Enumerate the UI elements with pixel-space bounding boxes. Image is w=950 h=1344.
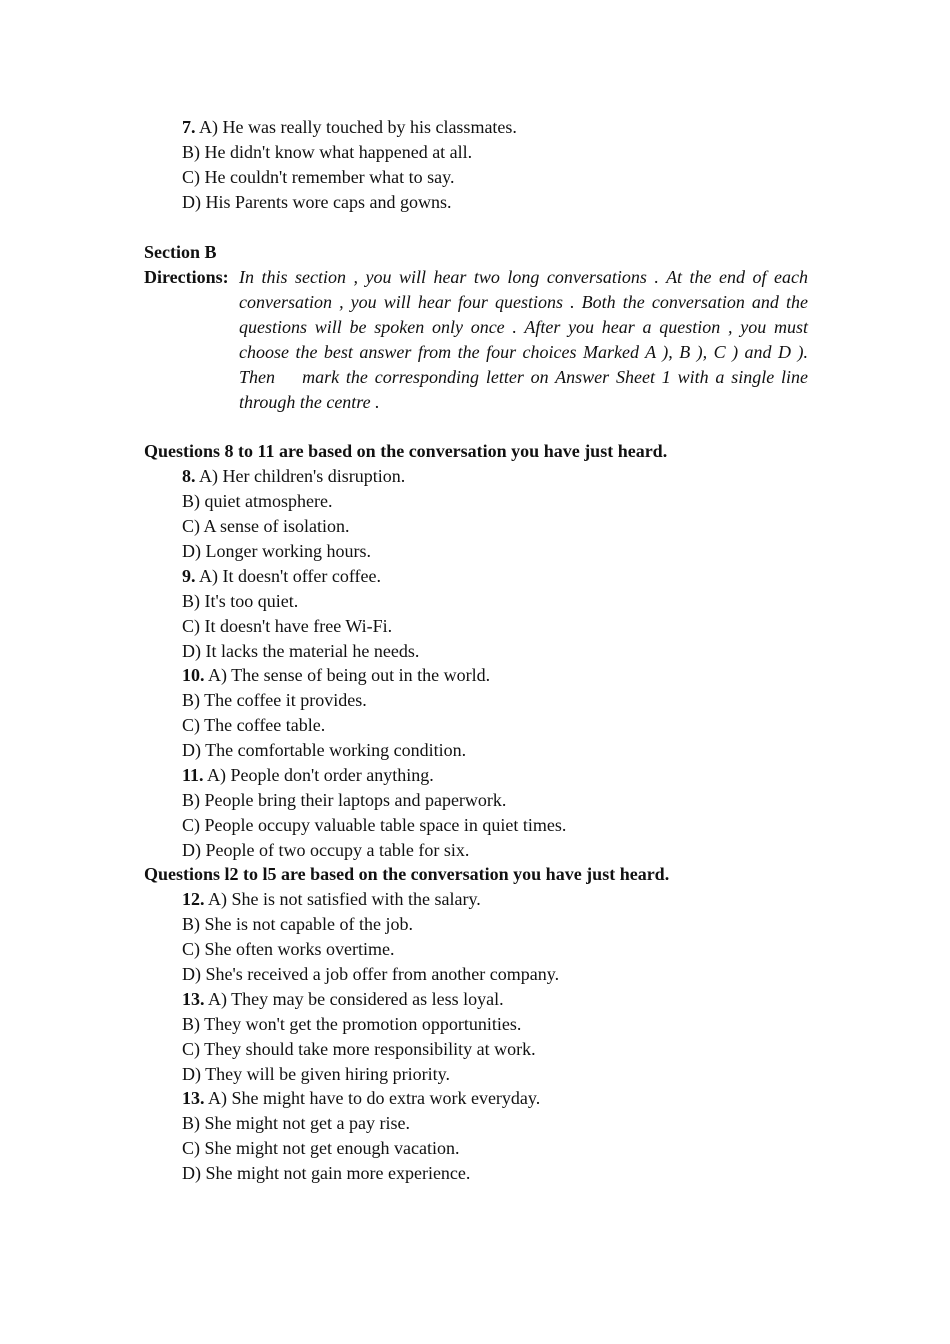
group-2-heading: Questions l2 to l5 are based on the conversation you have just heard. bbox=[144, 864, 670, 884]
question-11-option-d: D) People of two occupy a table for six. bbox=[182, 840, 470, 860]
question-11-option-c: C) People occupy valuable table space in quiet times. bbox=[182, 815, 567, 835]
question-14-option-d: D) She might not gain more experience. bbox=[182, 1163, 471, 1183]
directions-label: Directions: bbox=[144, 267, 229, 287]
question-10-option-a: 10. A) The sense of being out in the world. bbox=[182, 665, 491, 685]
question-8-option-d: D) Longer working hours. bbox=[182, 541, 371, 561]
question-number: 11. bbox=[182, 765, 204, 785]
question-8-option-b: B) quiet atmosphere. bbox=[182, 491, 333, 511]
question-number: 13. bbox=[182, 1088, 205, 1108]
group-1-heading: Questions 8 to 11 are based on the conversation you have just heard. bbox=[144, 441, 668, 461]
question-10-option-d: D) The comfortable working condition. bbox=[182, 740, 467, 760]
question-number: 8. bbox=[182, 466, 196, 486]
question-number: 9. bbox=[182, 566, 196, 586]
question-8-option-a: 8. A) Her children's disruption. bbox=[182, 466, 406, 486]
question-13-option-a: 13. A) They may be considered as less loyal. bbox=[182, 989, 504, 1009]
question-11-option-b: B) People bring their laptops and paperwork. bbox=[182, 790, 507, 810]
question-number: 13. bbox=[182, 989, 205, 1009]
question-number: 12. bbox=[182, 889, 205, 909]
question-13-option-b: B) They won't get the promotion opportunities. bbox=[182, 1014, 522, 1034]
question-12-option-d: D) She's received a job offer from another company. bbox=[182, 964, 560, 984]
question-13-option-c: C) They should take more responsibility at work. bbox=[182, 1039, 536, 1059]
question-12-option-a: 12. A) She is not satisfied with the salary. bbox=[182, 889, 481, 909]
question-12-option-c: C) She often works overtime. bbox=[182, 939, 395, 959]
question-7-option-b: B) He didn't know what happened at all. bbox=[182, 142, 473, 162]
question-number: 10. bbox=[182, 665, 205, 685]
question-8-option-c: C) A sense of isolation. bbox=[182, 516, 350, 536]
question-12-option-b: B) She is not capable of the job. bbox=[182, 914, 413, 934]
question-number: 7. bbox=[182, 117, 196, 137]
question-14-option-c: C) She might not get enough vacation. bbox=[182, 1138, 460, 1158]
question-7-option-a: 7. A) He was really touched by his classmates. bbox=[182, 117, 517, 137]
question-7-option-d: D) His Parents wore caps and gowns. bbox=[182, 192, 452, 212]
question-7-option-c: C) He couldn't remember what to say. bbox=[182, 167, 455, 187]
question-9-option-c: C) It doesn't have free Wi-Fi. bbox=[182, 616, 393, 636]
question-13-option-d: D) They will be given hiring priority. bbox=[182, 1064, 450, 1084]
question-10-option-b: B) The coffee it provides. bbox=[182, 690, 367, 710]
question-14-option-b: B) She might not get a pay rise. bbox=[182, 1113, 410, 1133]
question-9-option-d: D) It lacks the material he needs. bbox=[182, 641, 420, 661]
question-14-option-a: 13. A) She might have to do extra work everyday. bbox=[182, 1088, 541, 1108]
directions-text: In this section , you will hear two long conversations . At the end of each conversation , you will hear four questions . Both the conversation and the questions will be spoken only once . After you hear a question , you must choose the best answer from the four choices Marked A ), B ), C ) and D ). Then mark the corresponding letter on Answer Sheet 1 with a single line through the centre . bbox=[239, 267, 808, 412]
section-title: Section B bbox=[144, 242, 217, 262]
question-9-option-a: 9. A) It doesn't offer coffee. bbox=[182, 566, 382, 586]
question-9-option-b: B) It's too quiet. bbox=[182, 591, 299, 611]
question-11-option-a: 11. A) People don't order anything. bbox=[182, 765, 434, 785]
question-10-option-c: C) The coffee table. bbox=[182, 715, 326, 735]
